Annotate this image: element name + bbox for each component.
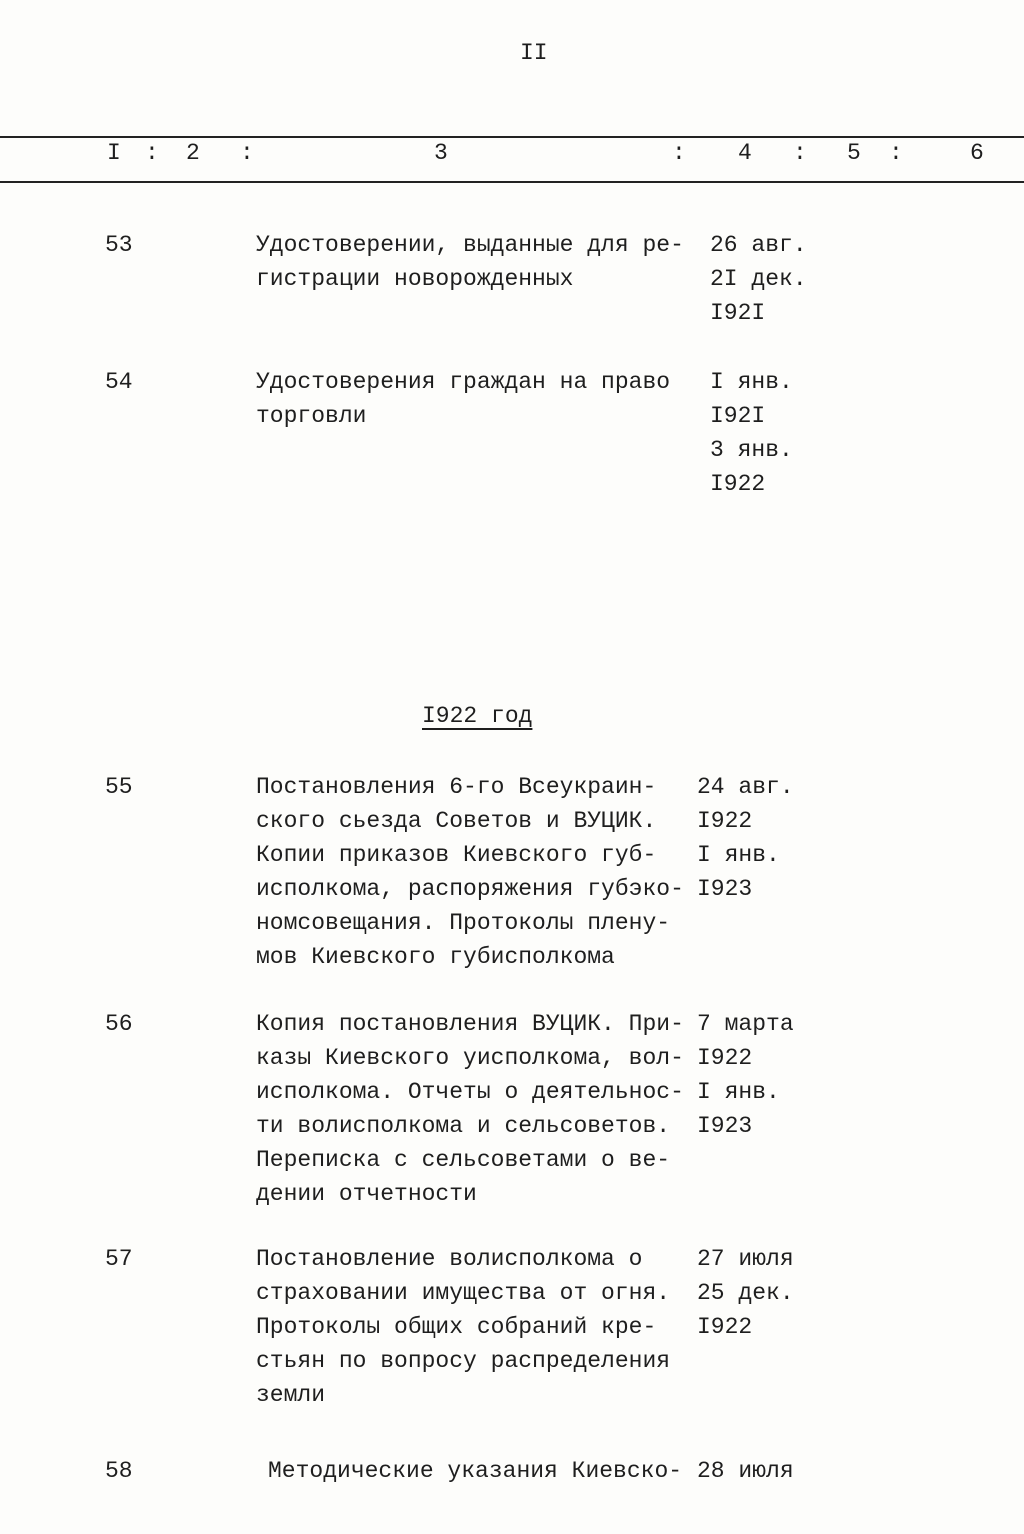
header-bottom-rule [0,181,1024,183]
entry-dates [697,770,794,906]
date-line: I янв. [710,369,793,395]
description-line: исполкома. Отчеты о деятельнос- [256,1079,684,1105]
date-line: I922 [697,808,753,834]
description-line: ского сьезда Советов и ВУЦИК. [256,808,657,834]
entry-dates [697,1007,794,1143]
date-line: 3 янв. [710,437,793,463]
description-line: торговли [256,403,367,429]
entry-number: 54 [105,369,133,395]
column-separator: : [240,140,254,166]
header-top-rule [0,136,1024,138]
column-number: 6 [970,140,984,166]
entry-number: 53 [105,232,133,258]
description-line: дении отчетности [256,1181,477,1207]
date-line: 7 марта [697,1011,794,1037]
column-number: I [107,140,121,166]
date-line: 2I дек. [710,266,807,292]
entry-number: 57 [105,1246,133,1272]
entry-description [256,770,684,974]
column-separator: : [145,140,159,166]
date-line: 24 авг. [697,774,794,800]
date-line: I янв. [697,1079,780,1105]
date-line: I янв. [697,842,780,868]
year-heading: I922 год [422,703,533,729]
description-line: Постановления 6-го Всеукраин- [256,774,657,800]
description-line: земли [256,1382,326,1408]
date-line: 27 июля [697,1246,794,1272]
description-line: Удостоверении, выданные для ре- [256,232,684,258]
entry-description [256,228,684,296]
date-line: 28 июля [697,1458,794,1484]
date-line: I922 [710,471,766,497]
date-line: I92I [710,300,766,326]
column-number: 3 [434,140,448,166]
description-line: ти волисполкома и сельсоветов. [256,1113,671,1139]
column-number: 2 [186,140,200,166]
entry-number: 55 [105,774,133,800]
column-number: 5 [847,140,861,166]
entry-dates [697,1242,794,1344]
entry-number: 58 [105,1458,133,1484]
description-line: Протоколы общих собраний кре- [256,1314,657,1340]
description-line: исполкома, распоряжения губэко- [256,876,684,902]
column-number: 4 [738,140,752,166]
entry-dates [710,365,793,501]
entry-number: 56 [105,1011,133,1037]
entry-description [256,1007,684,1211]
description-line: казы Киевского уисполкома, вол- [256,1045,684,1071]
description-line: Копии приказов Киевского губ- [256,842,657,868]
entry-dates [697,1454,794,1488]
date-line: 25 дек. [697,1280,794,1306]
entry-description [256,1242,670,1412]
description-line: Копия постановления ВУЦИК. При- [256,1011,684,1037]
description-line: стьян по вопросу распределения [256,1348,671,1374]
date-line: I923 [697,876,753,902]
description-line: страховании имущества от огня. [256,1280,671,1306]
date-line: I922 [697,1045,753,1071]
date-line: 26 авг. [710,232,807,258]
entry-dates [710,228,807,330]
description-line: номсовещания. Протоколы плену- [256,910,671,936]
entry-description [256,365,670,433]
column-separator: : [793,140,807,166]
page-number: II [520,40,548,66]
date-line: I923 [697,1113,753,1139]
description-line: Методические указания Киевско- [268,1458,683,1484]
description-line: Постановление волисполкома о [256,1246,643,1272]
date-line: I92I [710,403,766,429]
description-line: Переписка с сельсоветами о ве- [256,1147,671,1173]
description-line: гистрации новорожденных [256,266,574,292]
entry-description [268,1454,682,1488]
date-line: I922 [697,1314,753,1340]
column-separator: : [672,140,686,166]
description-line: мов Киевского губисполкома [256,944,615,970]
description-line: Удостоверения граждан на право [256,369,671,395]
column-separator: : [889,140,903,166]
